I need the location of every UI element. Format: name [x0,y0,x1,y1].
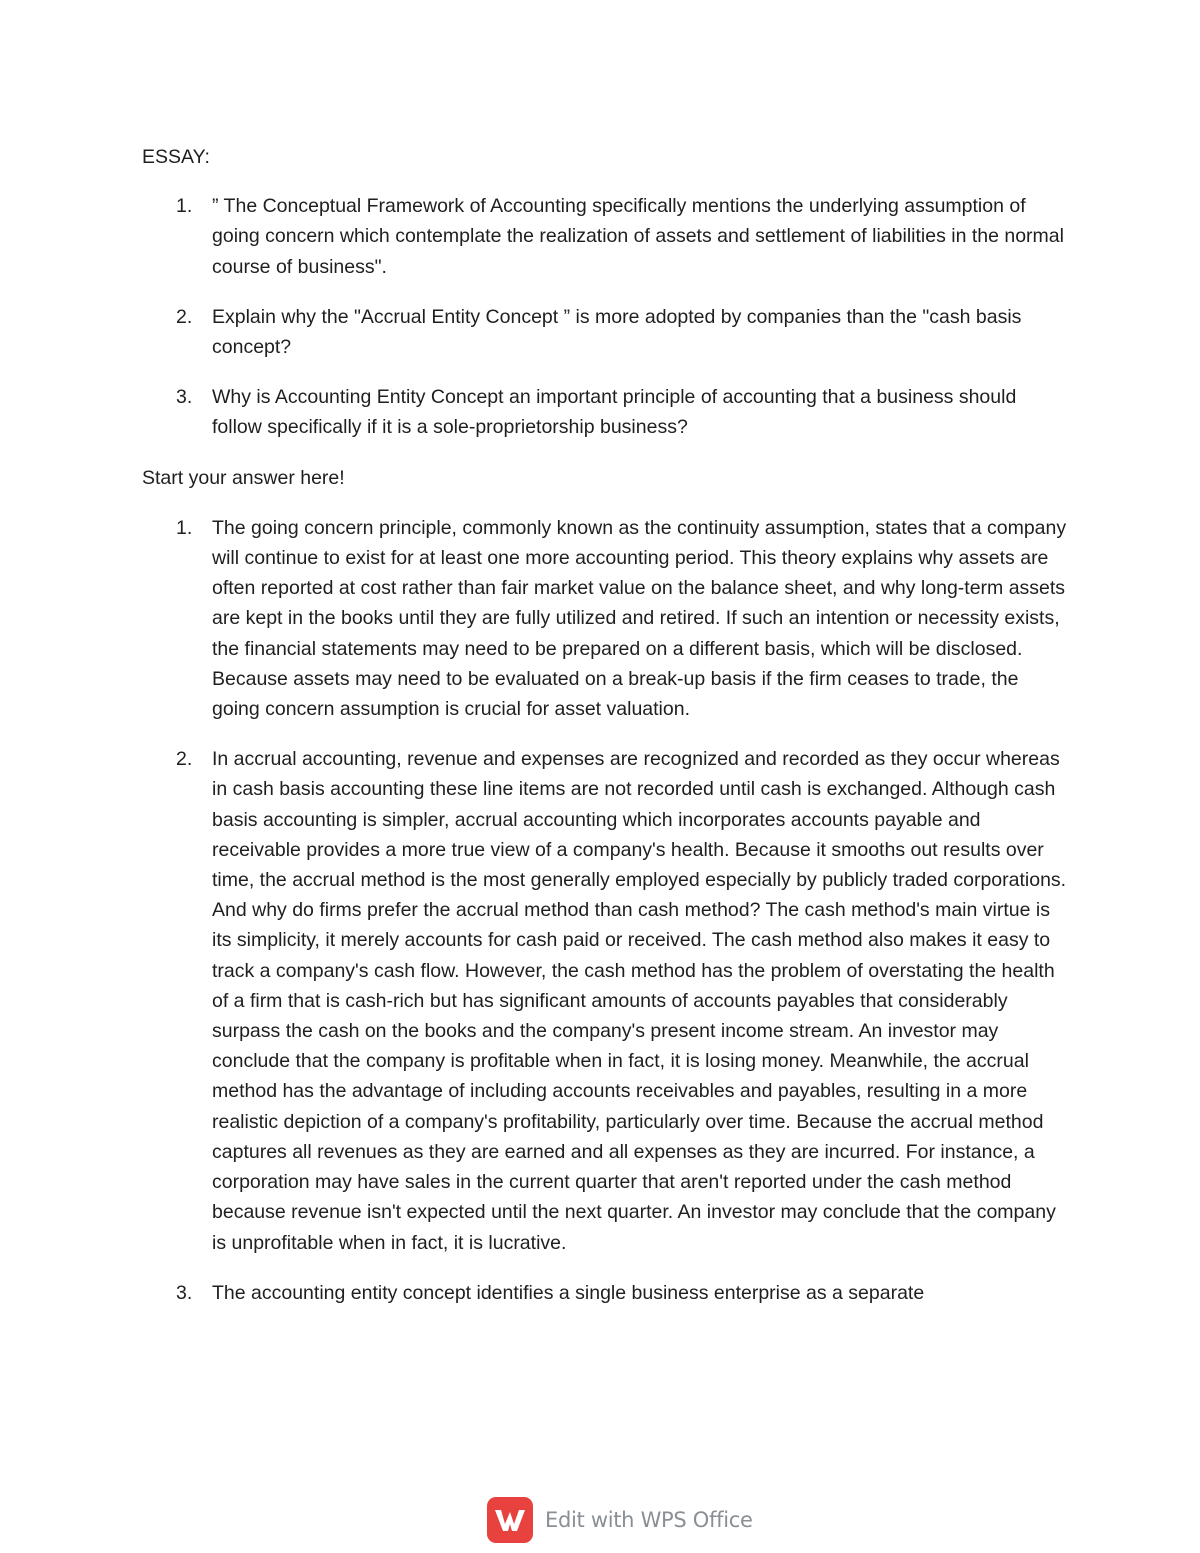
answer-list [142,513,1067,1308]
question-text: ” The Conceptual Framework of Accounting specifically mentions the underlying assumption of going concern which contemplate the realization of assets and settlement of liabilities in the normal course of business". [212,195,1064,278]
question-list [142,191,1067,442]
answer-item [142,744,1067,1257]
answer-text: In accrual accounting, revenue and expenses are recognized and recorded as they occur whereas in cash basis accounting these line items are not recorded until cash is exchanged. Although cash basis accounting is simpler, accrual accounting which incorporates accounts payable and receivable provides a more true view of a company's health. Because it smooths out results over time, the accrual method is the most generally employed especially by publicly traded corporations. And why do firms prefer the accrual method than cash method? The cash method's main virtue is its simplicity, it merely accounts for cash paid or received. The cash method also makes it easy to track a company's cash flow. However, the cash method has the problem of overstating the health of a firm that is cash-rich but has significant amounts of accounts payables that considerably surpass the cash on the books and the company's present income stream. An investor may conclude that the company is profitable when in fact, it is losing money. Meanwhile, the accrual method has the advantage of including accounts receivables and payables, resulting in a more realistic depiction of a company's profitability, particularly over time. Because the accrual method captures all revenues as they are earned and all expenses as they are incurred. For instance, a corporation may have sales in the current quarter that aren't reported under the cash method because revenue isn't expected until the next quarter. An investor may conclude that the company is unprofitable when in fact, it is lucrative. [212,748,1067,1254]
list-number: 3. [176,386,193,409]
document-body [142,142,1067,1328]
wps-edit-banner[interactable] [487,1497,753,1543]
answer-item [142,1278,1067,1308]
question-item [142,382,1067,442]
wps-edit-label[interactable]: Edit with WPS Office [545,1508,753,1532]
wps-logo-icon [487,1497,533,1543]
essay-heading: ESSAY: [142,146,210,168]
question-item [142,302,1067,362]
question-text: Why is Accounting Entity Concept an important principle of accounting that a business should follow specifically if it is a sole-proprietorship business? [212,386,1017,439]
answer-text: The going concern principle, commonly known as the continuity assumption, states that a company will continue to exist for at least one more accounting period. This theory explains why assets are often reported at cost rather than fair market value on the balance sheet, and why long-term assets are kept in the books until they are fully utilized and retired. If such an intention or necessity exists, the financial statements may need to be prepared on a different basis, which will be disclosed. Because assets may need to be evaluated on a break-up basis if the firm ceases to trade, the going concern assumption is crucial for asset valuation. [212,516,1067,721]
list-number: 3. [176,1281,193,1304]
answer-text: The accounting entity concept identifies a single business enterprise as a separate [212,1281,925,1304]
answer-item [142,513,1067,724]
start-prompt: Start your answer here! [142,466,345,489]
wps-w-glyph [493,1506,527,1534]
question-text: Explain why the "Accrual Entity Concept ” is more adopted by companies than the "cash basis concept? [212,305,1022,359]
list-number: 1. [176,516,193,539]
question-item [142,191,1067,282]
list-number: 2. [176,748,193,771]
list-number: 1. [176,195,193,218]
list-number: 2. [176,305,193,328]
